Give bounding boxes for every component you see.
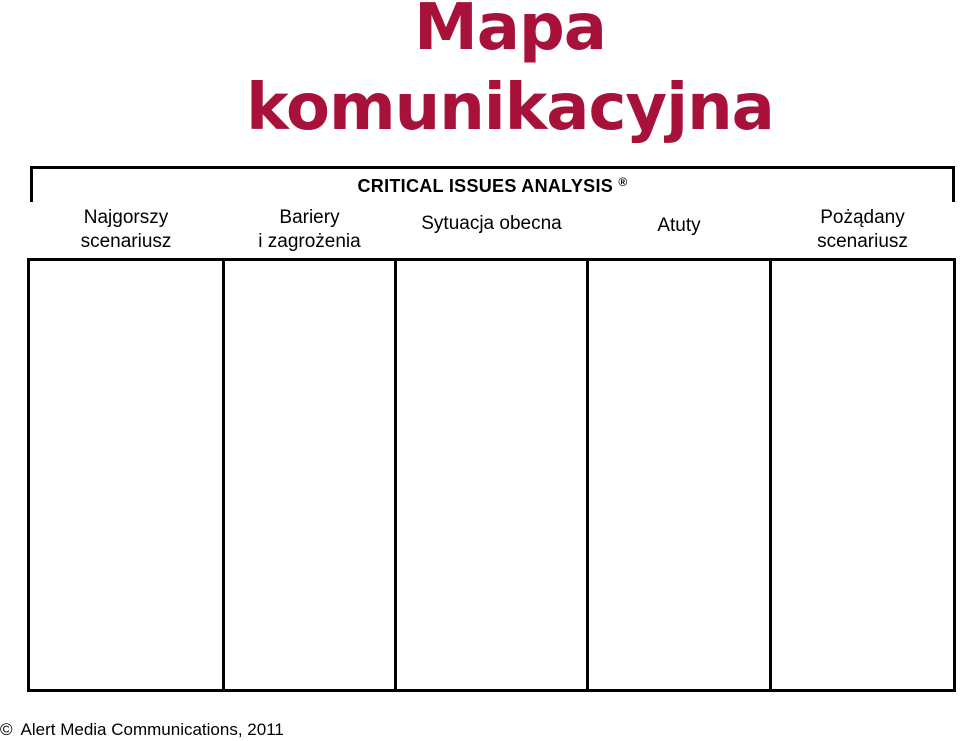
- header-line-1: Najgorszy: [83, 207, 169, 228]
- header-line-1: Pożądany: [820, 207, 905, 228]
- column-assets: [586, 202, 772, 692]
- copyright-text: Alert Media Communications, 2011: [20, 720, 284, 739]
- header-line-1: Bariery: [279, 207, 340, 228]
- column-header: [27, 202, 225, 258]
- column-current-situation: [394, 202, 589, 692]
- column-cell[interactable]: [586, 258, 772, 692]
- copyright-footer: [0, 720, 284, 740]
- analysis-table: [27, 202, 959, 692]
- header-line-1: Atuty: [657, 215, 701, 236]
- column-cell[interactable]: [394, 258, 589, 692]
- registered-mark: ®: [618, 175, 628, 189]
- banner-text: CRITICAL ISSUES ANALYSIS: [357, 176, 614, 196]
- column-cell[interactable]: [27, 258, 225, 692]
- header-line-1: Sytuacja obecna: [421, 213, 562, 234]
- column-header: [222, 202, 397, 258]
- copyright-icon: ©: [0, 720, 13, 739]
- header-line-2: scenariusz: [817, 231, 908, 252]
- column-worst-scenario: [27, 202, 225, 692]
- column-cell[interactable]: [222, 258, 397, 692]
- column-cell[interactable]: [769, 258, 956, 692]
- title-line-2: komunikacyjna: [246, 71, 774, 145]
- column-header: [769, 202, 956, 258]
- column-desired-scenario: [769, 202, 956, 692]
- column-barriers-threats: [222, 202, 397, 692]
- header-line-2: scenariusz: [80, 231, 172, 252]
- title-line-1: Mapa: [414, 0, 606, 65]
- critical-issues-banner: [30, 166, 955, 202]
- banner-title: [33, 175, 952, 197]
- header-line-2: i zagrożenia: [258, 231, 361, 252]
